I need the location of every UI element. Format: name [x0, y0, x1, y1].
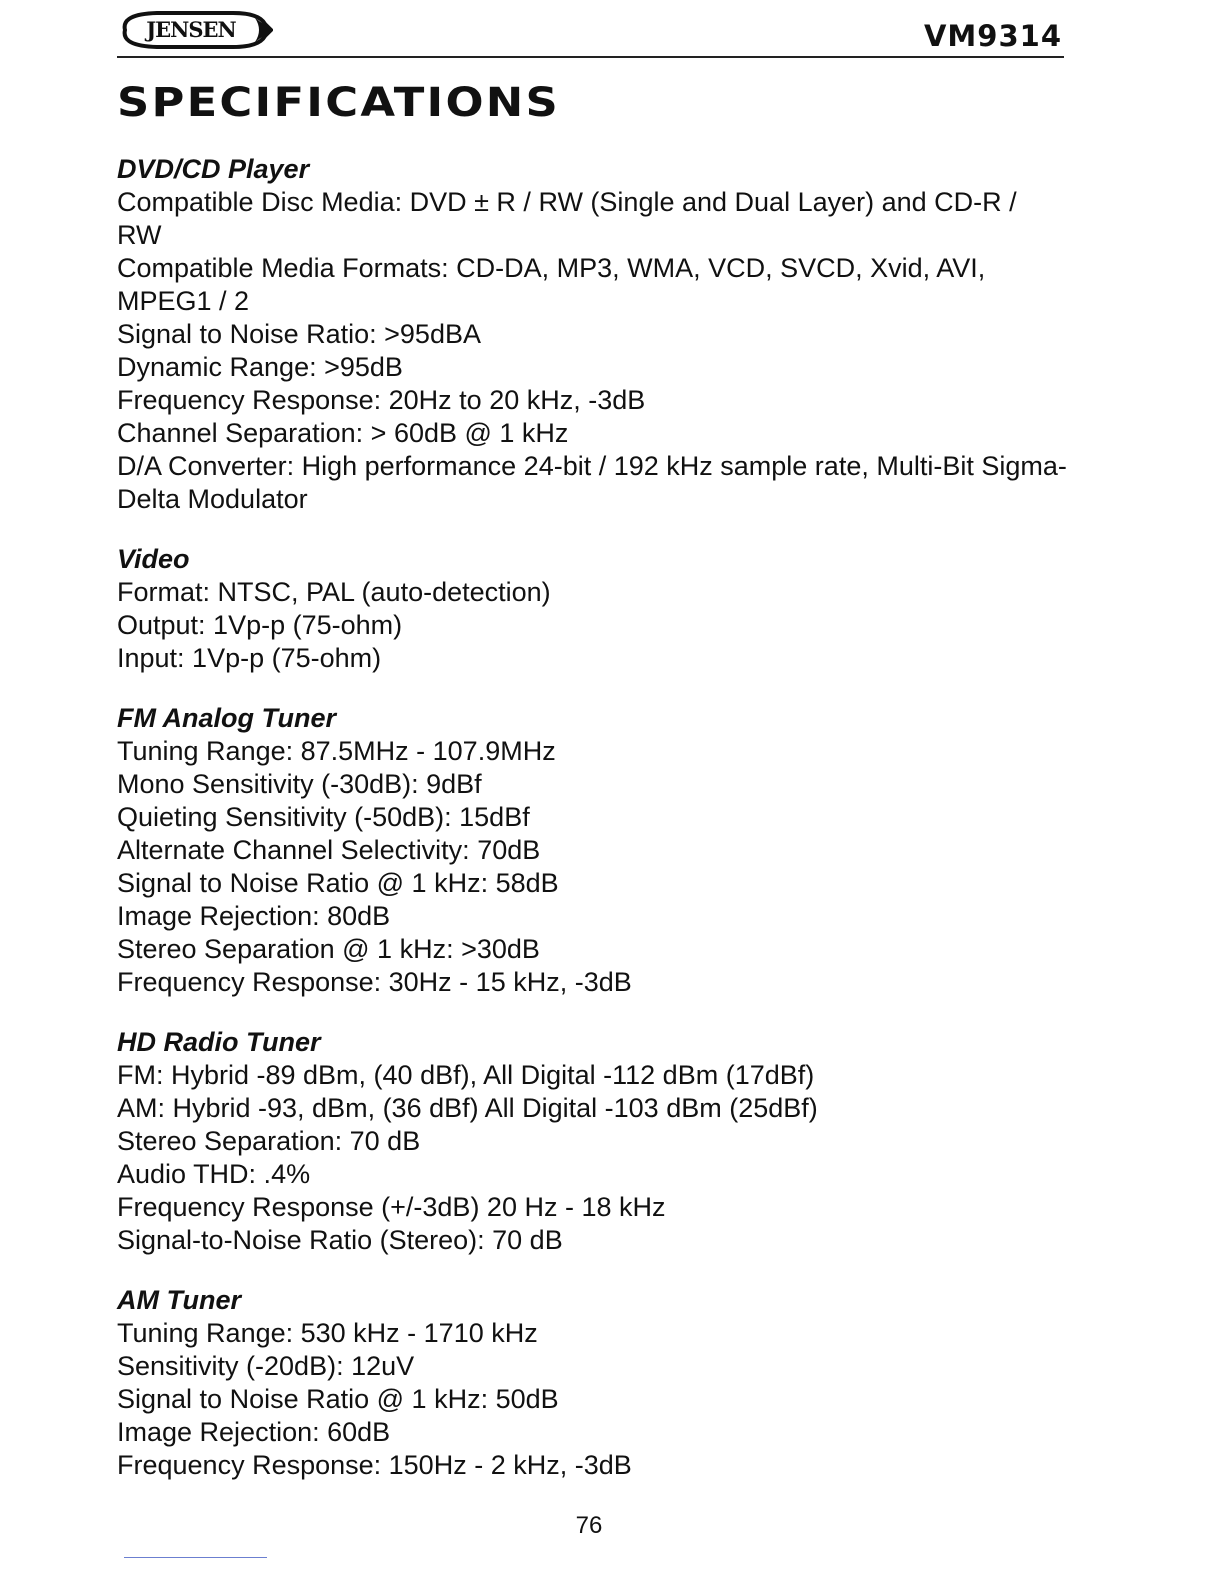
section-am-tuner	[117, 1284, 1067, 1482]
section-title: FM Analog Tuner	[117, 703, 336, 733]
page-number: 76	[575, 1512, 603, 1539]
spec-line: Frequency Response (+/-3dB) 20 Hz - 18 kHz	[117, 1192, 666, 1222]
spec-line: D/A Converter: High performance 24-bit / 192 kHz sample rate, Multi-Bit Sigma-Delta Modulator	[117, 451, 1067, 514]
spec-line: Signal-to-Noise Ratio (Stereo): 70 dB	[117, 1225, 563, 1255]
spec-line: Signal to Noise Ratio @ 1 kHz: 58dB	[117, 868, 559, 898]
footer-divider	[124, 1557, 267, 1558]
section-title: AM Tuner	[117, 1285, 242, 1315]
spec-line: Input: 1Vp-p (75-ohm)	[117, 643, 382, 673]
section-video	[117, 543, 1067, 675]
spec-line: Compatible Disc Media: DVD ± R / RW (Single and Dual Layer) and CD-R / RW	[117, 187, 1017, 250]
section-fm-analog-tuner	[117, 702, 1067, 999]
spec-line: Frequency Response: 150Hz - 2 kHz, -3dB	[117, 1450, 632, 1480]
spec-line: Tuning Range: 530 kHz - 1710 kHz	[117, 1318, 538, 1348]
spec-line: Format: NTSC, PAL (auto-detection)	[117, 577, 551, 607]
spec-line: Stereo Separation: 70 dB	[117, 1126, 421, 1156]
spec-line: Signal to Noise Ratio: >95dBA	[117, 319, 481, 349]
spec-line: Alternate Channel Selectivity: 70dB	[117, 835, 541, 865]
spec-line: AM: Hybrid -93, dBm, (36 dBf) All Digital -103 dBm (25dBf)	[117, 1093, 818, 1123]
spec-line: Signal to Noise Ratio @ 1 kHz: 50dB	[117, 1384, 559, 1414]
spec-line: Tuning Range: 87.5MHz - 107.9MHz	[117, 736, 556, 766]
section-title: DVD/CD Player	[117, 154, 310, 184]
spec-line: Audio THD: .4%	[117, 1159, 311, 1189]
spec-line: Dynamic Range: >95dB	[117, 352, 403, 382]
spec-line: Mono Sensitivity (-30dB): 9dBf	[117, 769, 482, 799]
spec-line: Output: 1Vp-p (75-ohm)	[117, 610, 403, 640]
page-title: SPECIFICATIONS	[117, 80, 561, 126]
page-header	[117, 10, 1064, 58]
spec-line: Image Rejection: 60dB	[117, 1417, 391, 1447]
jensen-logo	[117, 10, 273, 50]
spec-line: Image Rejection: 80dB	[117, 901, 391, 931]
spec-line: Compatible Media Formats: CD-DA, MP3, WMA, VCD, SVCD, Xvid, AVI, MPEG1 / 2	[117, 253, 986, 316]
logo-wordmark: JENSEN	[146, 17, 236, 42]
model-number: VM9314	[923, 19, 1062, 53]
section-title: HD Radio Tuner	[117, 1027, 321, 1057]
spec-line: Stereo Separation @ 1 kHz: >30dB	[117, 934, 540, 964]
spec-line: Channel Separation: > 60dB @ 1 kHz	[117, 418, 569, 448]
spec-line: Frequency Response: 30Hz - 15 kHz, -3dB	[117, 967, 632, 997]
spec-line: Sensitivity (-20dB): 12uV	[117, 1351, 415, 1381]
specifications-content	[117, 153, 1067, 1509]
section-hd-radio-tuner	[117, 1026, 1067, 1257]
spec-line: Quieting Sensitivity (-50dB): 15dBf	[117, 802, 530, 832]
section-dvd-cd-player	[117, 153, 1067, 516]
spec-line: Frequency Response: 20Hz to 20 kHz, -3dB	[117, 385, 646, 415]
spec-line: FM: Hybrid -89 dBm, (40 dBf), All Digital -112 dBm (17dBf)	[117, 1060, 815, 1090]
section-title: Video	[117, 544, 190, 574]
